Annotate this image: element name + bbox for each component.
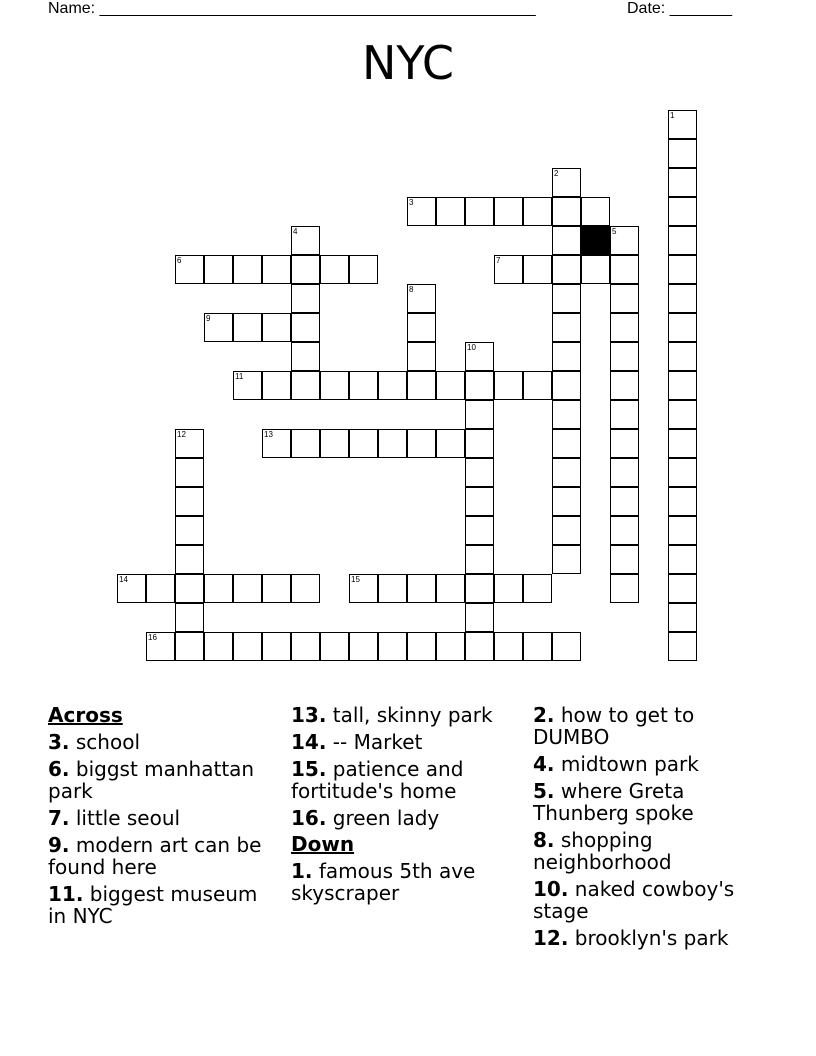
grid-cell[interactable] [610, 313, 639, 342]
grid-cell[interactable] [668, 429, 697, 458]
clue-down-10: 10. naked cowboy's stage [533, 877, 735, 923]
grid-cell[interactable] [291, 574, 320, 603]
grid-cell[interactable] [610, 429, 639, 458]
clue-number: 7 [496, 256, 501, 265]
clue-across-6: 6. biggst manhattan park [48, 757, 255, 803]
clue-across-16: 16. green lady [291, 806, 440, 830]
grid-cell[interactable] [204, 255, 233, 284]
grid-cell[interactable] [610, 400, 639, 429]
grid-cell[interactable] [668, 313, 697, 342]
grid-cell[interactable] [175, 516, 204, 545]
grid-cell[interactable] [610, 574, 639, 603]
grid-cell[interactable] [552, 429, 581, 458]
grid-cell[interactable] [291, 255, 320, 284]
grid-cell[interactable] [610, 226, 639, 255]
grid-cell[interactable] [407, 342, 436, 371]
grid-cell[interactable] [552, 545, 581, 574]
clue-number: 8 [409, 285, 414, 294]
grid-cell[interactable] [610, 487, 639, 516]
grid-cell[interactable] [175, 603, 204, 632]
grid-cell[interactable] [581, 197, 610, 226]
grid-cell[interactable] [552, 632, 581, 661]
clue-across-3: 3. school [48, 730, 140, 754]
grid-cell[interactable] [407, 574, 436, 603]
grid-cell[interactable] [320, 429, 349, 458]
grid-cell[interactable] [668, 516, 697, 545]
grid-cell[interactable] [175, 255, 204, 284]
clue-number: 10 [467, 343, 476, 352]
grid-cell[interactable] [175, 632, 204, 661]
clue-number: 5 [612, 227, 617, 236]
grid-cell[interactable] [465, 603, 494, 632]
grid-cell[interactable] [552, 371, 581, 400]
grid-cell[interactable] [494, 632, 523, 661]
grid-cell[interactable] [378, 429, 407, 458]
grid-cell[interactable] [291, 284, 320, 313]
grid-cell[interactable] [407, 313, 436, 342]
grid-cell[interactable] [233, 632, 262, 661]
clue-number: 3 [409, 198, 414, 207]
grid-cell[interactable] [349, 574, 378, 603]
grid-cell[interactable] [552, 458, 581, 487]
grid-cell[interactable] [668, 226, 697, 255]
grid-cell[interactable] [668, 284, 697, 313]
clue-down-8: 8. shopping neighborhood [533, 828, 672, 874]
grid-cell[interactable] [552, 168, 581, 197]
grid-cell[interactable] [436, 574, 465, 603]
grid-cell[interactable] [465, 429, 494, 458]
grid-cell[interactable] [610, 371, 639, 400]
grid-cell[interactable] [233, 255, 262, 284]
grid-cell[interactable] [175, 458, 204, 487]
grid-cell[interactable] [407, 371, 436, 400]
grid-cell[interactable] [552, 342, 581, 371]
grid-cell[interactable] [668, 574, 697, 603]
grid-cell[interactable] [668, 603, 697, 632]
grid-cell[interactable] [262, 632, 291, 661]
grid-cell[interactable] [320, 371, 349, 400]
grid-cell[interactable] [668, 458, 697, 487]
grid-cell[interactable] [378, 632, 407, 661]
grid-cell[interactable] [233, 574, 262, 603]
grid-cell[interactable] [349, 371, 378, 400]
grid-cell[interactable] [552, 400, 581, 429]
grid-cell[interactable] [552, 255, 581, 284]
grid-cell[interactable] [204, 574, 233, 603]
grid-cell[interactable] [552, 284, 581, 313]
grid-cell[interactable] [291, 226, 320, 255]
grid-cell[interactable] [668, 400, 697, 429]
clue-across-9: 9. modern art can be found here [48, 833, 262, 879]
grid-cell[interactable] [523, 197, 552, 226]
grid-cell[interactable] [175, 487, 204, 516]
grid-cell[interactable] [523, 574, 552, 603]
grid-cell[interactable] [465, 342, 494, 371]
clue-number: 6 [177, 256, 182, 265]
grid-cell[interactable] [494, 255, 523, 284]
grid-cell[interactable] [233, 371, 262, 400]
grid-cell[interactable] [465, 632, 494, 661]
grid-cell[interactable] [146, 574, 175, 603]
grid-cell[interactable] [320, 255, 349, 284]
grid-cell[interactable] [610, 342, 639, 371]
name-field[interactable]: Name: _________________________________________________ [48, 0, 536, 17]
grid-cell[interactable] [407, 284, 436, 313]
grid-cell[interactable] [465, 545, 494, 574]
clue-number: 11 [235, 372, 244, 381]
clues-column-1 [48, 700, 278, 927]
grid-cell[interactable] [610, 545, 639, 574]
grid-cell[interactable] [436, 632, 465, 661]
grid-cell[interactable] [436, 371, 465, 400]
clue-number: 13 [264, 430, 273, 439]
grid-cell[interactable] [610, 458, 639, 487]
grid-cell[interactable] [668, 110, 697, 139]
grid-cell[interactable] [668, 371, 697, 400]
clue-number: 12 [177, 430, 186, 439]
grid-cell[interactable] [175, 574, 204, 603]
clue-number: 9 [206, 314, 211, 323]
grid-cell[interactable] [349, 429, 378, 458]
grid-cell[interactable] [262, 429, 291, 458]
grid-cell[interactable] [291, 371, 320, 400]
grid-cell[interactable] [668, 139, 697, 168]
grid-cell[interactable] [494, 197, 523, 226]
clue-down-1: 1. famous 5th ave skyscraper [291, 859, 476, 905]
grid-cell[interactable] [262, 255, 291, 284]
grid-cell[interactable] [668, 168, 697, 197]
grid-cell[interactable] [552, 197, 581, 226]
clue-down-12: 12. brooklyn's park [533, 926, 729, 950]
grid-cell[interactable] [465, 400, 494, 429]
clue-number: 2 [554, 169, 559, 178]
grid-cell[interactable] [668, 197, 697, 226]
grid-cell[interactable] [146, 632, 175, 661]
clues-column-2 [291, 700, 521, 904]
grid-cell[interactable] [204, 632, 233, 661]
grid-cell[interactable] [523, 371, 552, 400]
grid-cell[interactable] [552, 313, 581, 342]
grid-cell[interactable] [349, 255, 378, 284]
grid-cell[interactable] [610, 255, 639, 284]
clue-across-11: 11. biggest museum in NYC [48, 882, 258, 928]
grid-cell[interactable] [175, 429, 204, 458]
clue-down-4: 4. midtown park [533, 752, 699, 776]
across-heading: Across [48, 703, 123, 727]
grid-cell[interactable] [610, 284, 639, 313]
down-heading: Down [291, 832, 355, 856]
grid-cell[interactable] [668, 342, 697, 371]
grid-cell[interactable] [465, 371, 494, 400]
grid-cell[interactable] [407, 632, 436, 661]
grid-cell[interactable] [291, 632, 320, 661]
grid-cell[interactable] [291, 429, 320, 458]
grid-cell[interactable] [465, 197, 494, 226]
grid-cell[interactable] [465, 516, 494, 545]
clue-across-14: 14. -- Market [291, 730, 423, 754]
grid-cell[interactable] [668, 487, 697, 516]
grid-cell[interactable] [465, 458, 494, 487]
clues-column-3 [533, 700, 763, 949]
grid-cell[interactable] [378, 574, 407, 603]
grid-cell[interactable] [291, 313, 320, 342]
clue-number: 15 [351, 575, 360, 584]
grid-cell[interactable] [349, 632, 378, 661]
grid-cell[interactable] [436, 429, 465, 458]
clue-number: 4 [293, 227, 298, 236]
black-cell [581, 226, 610, 255]
grid-cell[interactable] [552, 487, 581, 516]
grid-cell[interactable] [407, 429, 436, 458]
grid-cell[interactable] [494, 574, 523, 603]
grid-cell[interactable] [552, 226, 581, 255]
grid-cell[interactable] [523, 255, 552, 284]
grid-cell[interactable] [262, 371, 291, 400]
grid-cell[interactable] [436, 197, 465, 226]
grid-cell[interactable] [175, 545, 204, 574]
clue-across-13: 13. tall, skinny park [291, 703, 493, 727]
grid-cell[interactable] [494, 371, 523, 400]
clue-down-5: 5. where Greta Thunberg spoke [533, 779, 694, 825]
grid-cell[interactable] [291, 342, 320, 371]
clue-number: 16 [148, 633, 157, 642]
grid-cell[interactable] [407, 197, 436, 226]
grid-cell[interactable] [320, 632, 349, 661]
grid-cell[interactable] [581, 255, 610, 284]
clue-across-7: 7. little seoul [48, 806, 181, 830]
grid-cell[interactable] [262, 313, 291, 342]
clue-across-15: 15. patience and fortitude's home [291, 757, 464, 803]
clue-down-2: 2. how to get to DUMBO [533, 703, 695, 749]
grid-cell[interactable] [233, 313, 262, 342]
clue-number: 14 [119, 575, 128, 584]
grid-cell[interactable] [668, 545, 697, 574]
grid-cell[interactable] [465, 574, 494, 603]
grid-cell[interactable] [378, 371, 407, 400]
clue-number: 1 [670, 111, 675, 120]
grid-cell[interactable] [552, 516, 581, 545]
grid-cell[interactable] [523, 632, 552, 661]
grid-cell[interactable] [610, 516, 639, 545]
grid-cell[interactable] [465, 487, 494, 516]
page-title: NYC [361, 36, 455, 90]
grid-cell[interactable] [668, 255, 697, 284]
grid-cell[interactable] [204, 313, 233, 342]
grid-cell[interactable] [117, 574, 146, 603]
grid-cell[interactable] [668, 632, 697, 661]
grid-cell[interactable] [262, 574, 291, 603]
date-field[interactable]: Date: _______ [627, 0, 732, 17]
